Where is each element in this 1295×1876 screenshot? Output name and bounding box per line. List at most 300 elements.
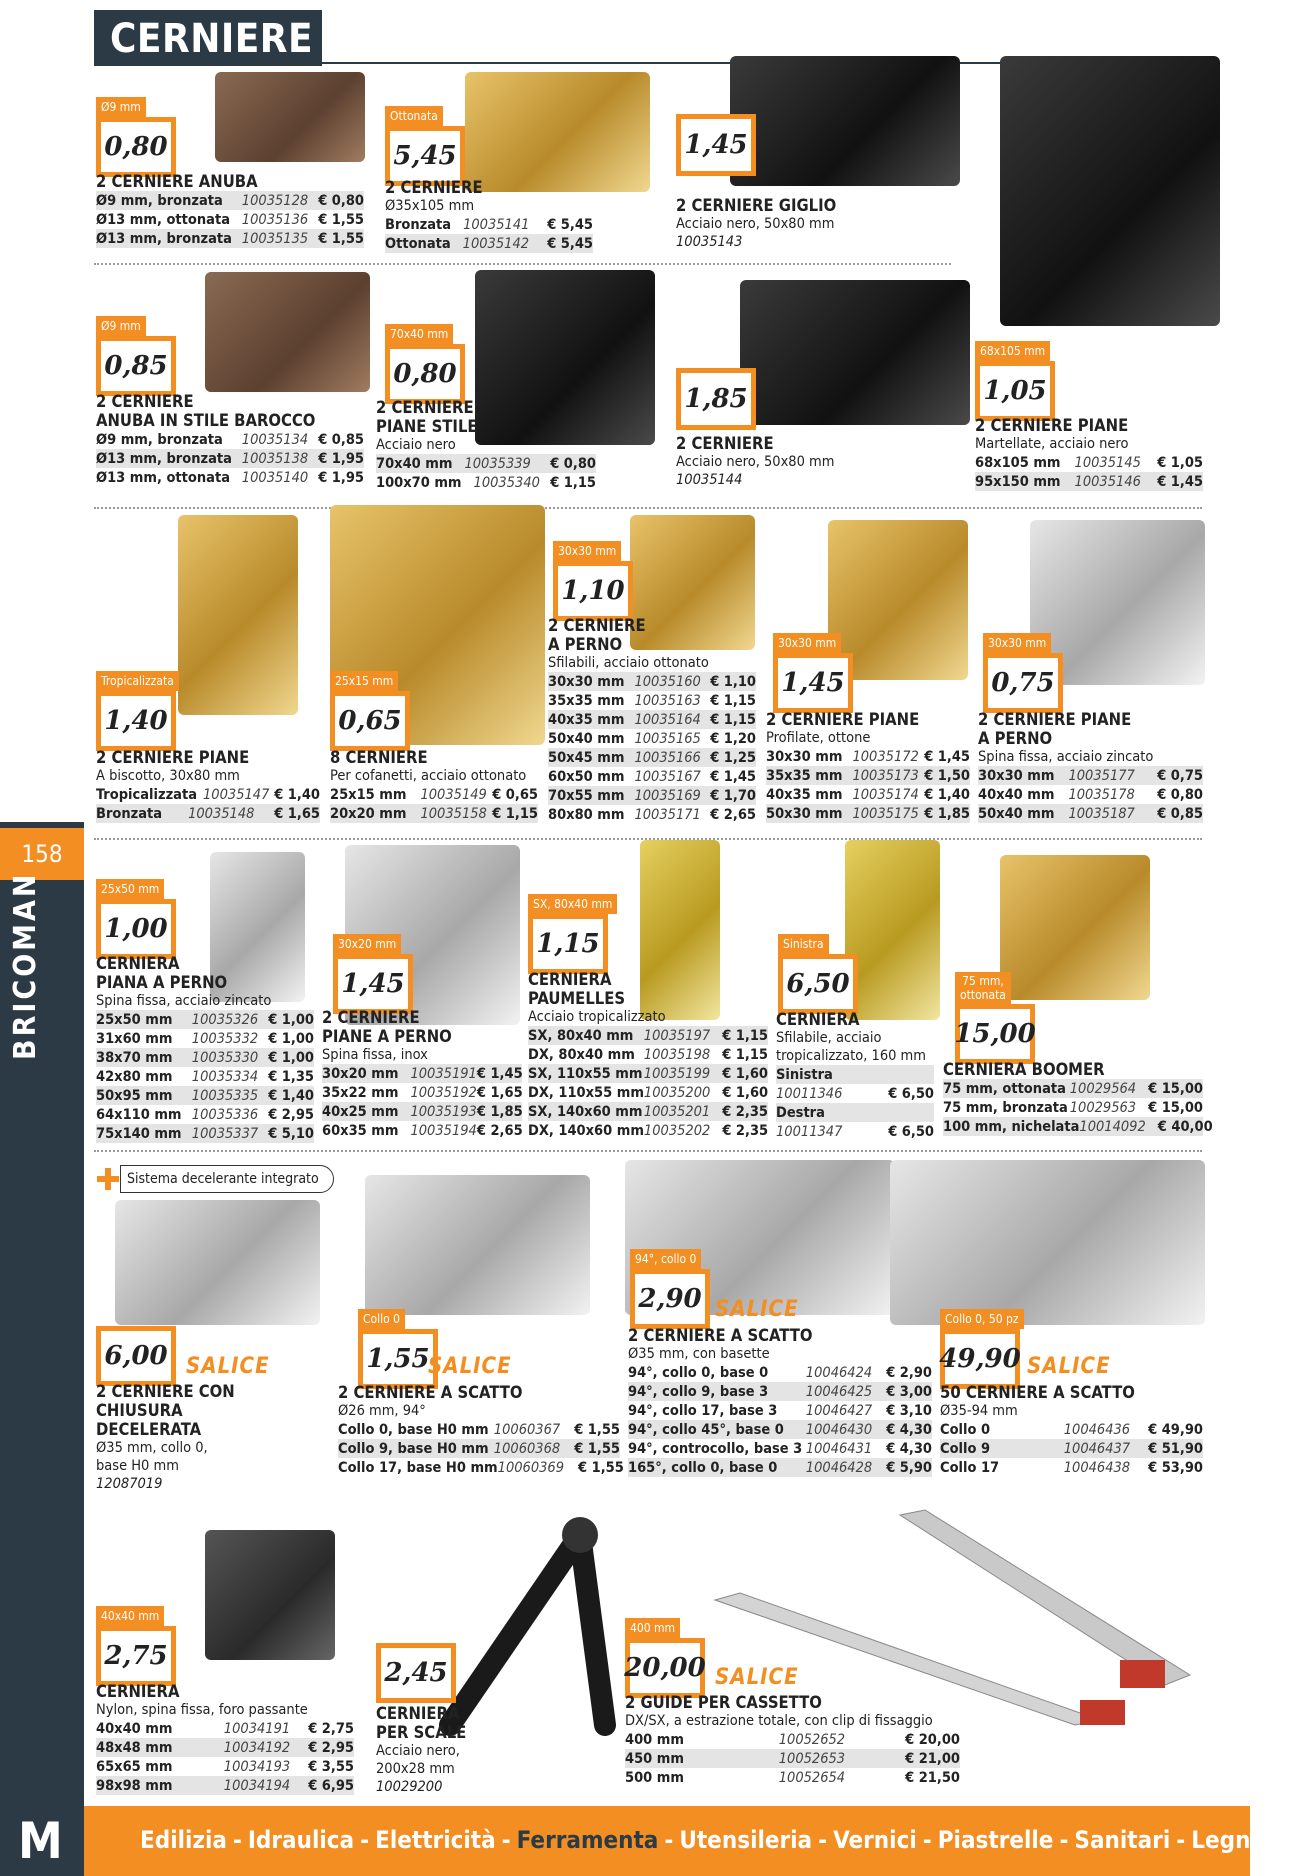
price-tag-label: Collo 0	[358, 1309, 405, 1329]
variant-price: € 0,65	[492, 786, 538, 803]
variant-name: 50x40 mm	[978, 805, 1055, 822]
variant-name: Destra	[776, 1104, 825, 1121]
variant-name: 100x70 mm	[376, 474, 462, 491]
variant-name: 40x35 mm	[766, 786, 843, 803]
category-link[interactable]: Sanitari	[1074, 1826, 1171, 1854]
variant-price: € 1,40	[268, 1087, 314, 1104]
price-badge	[630, 1248, 710, 1329]
product-code: 10034192	[223, 1739, 291, 1756]
product-desc: Martellate, acciaio nero	[975, 436, 1129, 452]
product-desc: Ø35 mm, collo 0,	[96, 1440, 208, 1456]
price-value: 1,10	[558, 566, 628, 616]
product-code: 10035193	[410, 1103, 477, 1120]
product-desc: Ø26 mm, 94°	[338, 1403, 426, 1419]
variant-price: € 2,65	[476, 1122, 523, 1139]
brand-logo: BRICOMAN	[8, 871, 43, 1060]
variant-name: Collo 9, base H0 mm	[338, 1440, 489, 1457]
variant-price: € 3,55	[308, 1758, 354, 1775]
product-title: 2 CERNIERE	[376, 398, 474, 417]
product-code: 10035199	[643, 1065, 711, 1082]
product-image-piane-martellate	[1000, 56, 1220, 326]
product-desc: Acciaio nero	[376, 437, 456, 453]
product-cerniere	[385, 178, 593, 253]
product-code: 10035148	[188, 805, 255, 822]
product-title: CERNIERA	[96, 954, 180, 973]
variant-name: 94°, collo 0, base 0	[628, 1364, 769, 1381]
page-title: CERNIERE	[110, 16, 314, 62]
product-code: 10035144	[676, 472, 743, 488]
variant-price: € 1,55	[578, 1459, 624, 1476]
product-code: 10035191	[410, 1065, 477, 1082]
product-code: 10035163	[634, 692, 701, 709]
product-inox	[322, 1008, 522, 1140]
feature-tag: Sistema decelerante integrato	[120, 1165, 334, 1193]
product-otto-cerniere	[330, 748, 538, 823]
variant-price: € 1,65	[274, 805, 320, 822]
product-image-cerniere-nero	[740, 280, 970, 425]
variant-name: 98x98 mm	[96, 1777, 173, 1794]
product-desc: Spina fissa, inox	[322, 1047, 428, 1063]
price-badge	[376, 1643, 456, 1703]
variant-price: € 4,30	[886, 1421, 932, 1438]
product-piane-biscotto	[96, 748, 320, 823]
product-scatto-26	[338, 1383, 624, 1477]
variant-name: 165°, collo 0, base 0	[628, 1459, 778, 1476]
product-code: 10035332	[191, 1030, 259, 1047]
variant-price: € 1,00	[268, 1049, 314, 1066]
variant-name: 94°, collo 45°, base 0	[628, 1421, 784, 1438]
variant-price: € 6,50	[888, 1123, 934, 1140]
salice-logo: SALICE	[428, 1354, 512, 1379]
product-code: 10035146	[1074, 473, 1141, 490]
variant-price: € 1,55	[574, 1421, 620, 1438]
variant-price: € 40,00	[1157, 1118, 1213, 1135]
category-nav: Edilizia - Idraulica - Elettricità - Ferramenta - Utensileria - Vernici - Piastrelle - Sanitari - Legnami	[140, 1826, 1295, 1854]
product-title: CERNIERA	[776, 1010, 860, 1029]
product-code: 10029563	[1069, 1099, 1137, 1116]
price-badge	[676, 114, 756, 176]
product-desc: Nylon, spina fissa, foro passante	[96, 1702, 308, 1718]
variant-price: € 1,45	[1157, 473, 1203, 490]
price-badge	[330, 670, 410, 751]
product-desc: A biscotto, 30x80 mm	[96, 768, 240, 784]
product-title: 2 CERNIERE	[96, 392, 194, 411]
product-code: 10035336	[191, 1106, 259, 1123]
product-code: 10035335	[191, 1087, 259, 1104]
variant-name: Bronzata	[96, 805, 163, 822]
product-piane-stile	[376, 398, 596, 492]
product-code: 10035158	[420, 805, 487, 822]
variant-name: Collo 17	[940, 1459, 1000, 1476]
variant-price: € 2,95	[268, 1106, 314, 1123]
variant-price: € 1,45	[924, 748, 970, 765]
product-desc: Ø35-94 mm	[940, 1403, 1018, 1419]
row-separator	[94, 1150, 1202, 1152]
product-code: 10035166	[634, 749, 701, 766]
price-tag-label: 30x30 mm	[553, 541, 621, 561]
variant-name: SX, 140x60 mm	[528, 1103, 643, 1120]
product-piana-a-perno	[96, 954, 314, 1143]
variant-name: 100 mm, nichelata	[943, 1118, 1080, 1135]
variant-name: 40x40 mm	[978, 786, 1055, 803]
product-code: 10029564	[1069, 1080, 1137, 1097]
product-code: 10034194	[223, 1777, 291, 1794]
variant-price: € 1,55	[574, 1440, 620, 1457]
variant-name: 94°, collo 17, base 3	[628, 1402, 778, 1419]
product-scatto-50	[940, 1383, 1203, 1477]
variant-name: Ø13 mm, bronzata	[96, 230, 232, 247]
variant-price: € 1,55	[318, 230, 364, 247]
variant-name: Ø13 mm, ottonata	[96, 211, 230, 228]
product-code: 10035173	[852, 767, 919, 784]
variant-price: € 0,85	[1157, 805, 1203, 822]
variant-name: 35x35 mm	[548, 692, 625, 709]
product-title: ANUBA IN STILE BAROCCO	[96, 411, 316, 430]
category-link[interactable]: Piastrelle	[937, 1826, 1054, 1854]
product-piane-profilate	[766, 710, 970, 823]
product-desc: base H0 mm	[96, 1458, 179, 1474]
variant-name: 20x20 mm	[330, 805, 407, 822]
variant-name: Ø9 mm, bronzata	[96, 192, 223, 209]
variant-name: 60x50 mm	[548, 768, 625, 785]
product-code: 10052654	[778, 1769, 846, 1786]
product-code: 10011347	[776, 1123, 843, 1140]
variant-name: 500 mm	[625, 1769, 684, 1786]
price-value: 1,40	[101, 696, 171, 746]
product-title: A PERNO	[548, 635, 623, 654]
price-value: 0,80	[101, 122, 171, 172]
price-badge	[625, 1617, 705, 1698]
variant-price: € 1,70	[710, 787, 756, 804]
variant-name: 38x70 mm	[96, 1049, 173, 1066]
variant-price: € 1,50	[924, 767, 970, 784]
price-tag-label: Ottonata	[385, 106, 443, 126]
product-image-chiusura	[115, 1200, 320, 1325]
product-guide	[625, 1693, 960, 1787]
variant-price: € 21,50	[905, 1769, 960, 1786]
category-link[interactable]: Vernici	[833, 1826, 917, 1854]
product-desc: Sfilabile, acciaio	[776, 1030, 882, 1046]
product-title: CERNIERA	[96, 1682, 180, 1701]
product-title: 2 CERNIERE A SCATTO	[628, 1326, 813, 1345]
product-desc: DX/SX, a estrazione totale, con clip di fissaggio	[625, 1713, 933, 1729]
product-piane-martellate	[975, 416, 1203, 491]
variant-name: Ø13 mm, bronzata	[96, 450, 232, 467]
variant-name: 25x50 mm	[96, 1011, 173, 1028]
variant-name: 68x105 mm	[975, 454, 1061, 471]
product-image-guide	[700, 1505, 1220, 1725]
product-title: 2 CERNIERE	[322, 1008, 420, 1027]
variant-price: € 1,95	[318, 469, 364, 486]
price-badge	[940, 1308, 1024, 1389]
variant-price: € 1,15	[722, 1027, 768, 1044]
product-image-barocco	[205, 272, 370, 392]
variant-price: € 1,95	[318, 450, 364, 467]
product-title: PER SCALE	[376, 1723, 467, 1742]
price-value: 2,45	[381, 1648, 451, 1698]
price-tag-label: 400 mm	[625, 1618, 680, 1638]
category-link[interactable]: Utensileria	[679, 1826, 813, 1854]
product-code: 10060367	[493, 1421, 561, 1438]
price-badge	[96, 670, 179, 751]
product-code: 10035194	[410, 1122, 477, 1139]
variant-name: 30x30 mm	[548, 673, 625, 690]
price-value: 1,00	[101, 904, 171, 954]
variant-price: € 1,35	[268, 1068, 314, 1085]
m-logo-text: M	[18, 1812, 63, 1870]
product-code: 10035147	[203, 786, 270, 803]
variant-price: € 51,90	[1148, 1440, 1203, 1457]
product-code: 10014092	[1079, 1118, 1146, 1135]
product-boomer	[943, 1060, 1213, 1136]
product-code: 10035200	[643, 1084, 711, 1101]
product-image-anuba	[215, 72, 365, 162]
product-image-scatto-26	[365, 1175, 590, 1315]
price-tag-label: SX, 80x40 mm	[528, 894, 617, 914]
row-separator	[94, 507, 1202, 509]
variant-price: € 1,45	[710, 768, 756, 785]
price-badge	[333, 933, 413, 1014]
product-code: 10035334	[191, 1068, 259, 1085]
variant-name: Collo 17, base H0 mm	[338, 1459, 498, 1476]
row-separator	[94, 263, 951, 265]
product-code: 10052652	[778, 1731, 846, 1748]
variant-price: € 1,85	[924, 805, 970, 822]
price-value: 1,15	[533, 919, 603, 969]
product-title: DECELERATA	[96, 1420, 202, 1439]
product-desc: tropicalizzato, 160 mm	[776, 1048, 926, 1064]
variant-price: € 1,65	[476, 1084, 523, 1101]
variant-price: € 1,15	[710, 692, 756, 709]
variant-price: € 2,75	[308, 1720, 354, 1737]
product-code: 10035149	[420, 786, 487, 803]
price-value: 0,85	[101, 341, 171, 391]
salice-logo: SALICE	[186, 1354, 270, 1379]
product-desc: Per cofanetti, acciaio ottonato	[330, 768, 527, 784]
variant-price: € 2,90	[886, 1364, 932, 1381]
variant-name: 30x30 mm	[766, 748, 843, 765]
product-title: 2 CERNIERE PIANE	[978, 710, 1132, 729]
product-title: PIANE A PERNO	[322, 1027, 452, 1046]
product-code: 10035167	[634, 768, 701, 785]
variant-price: € 5,90	[886, 1459, 932, 1476]
price-badge	[96, 1326, 176, 1386]
variant-price: € 3,00	[886, 1383, 932, 1400]
variant-price: € 1,55	[318, 211, 364, 228]
variant-price: € 53,90	[1148, 1459, 1203, 1476]
variant-name: 25x15 mm	[330, 786, 407, 803]
price-tag-label: Ø9 mm	[96, 97, 146, 117]
variant-name: Ø9 mm, bronzata	[96, 431, 223, 448]
product-code: 10035337	[191, 1125, 259, 1142]
variant-price: € 1,25	[710, 749, 756, 766]
price-value: 49,90	[945, 1334, 1015, 1384]
product-title: 2 GUIDE PER CASSETTO	[625, 1693, 822, 1712]
product-desc: Acciaio nero,	[376, 1743, 460, 1759]
product-giglio	[676, 196, 876, 251]
category-link[interactable]: Edilizia	[140, 1826, 227, 1854]
variant-name: Collo 0, base H0 mm	[338, 1421, 489, 1438]
product-desc: Ø35x105 mm	[385, 198, 475, 214]
product-title: CERNIERA	[376, 1704, 460, 1723]
category-link[interactable]: Legnami	[1191, 1826, 1295, 1854]
product-code: 10035339	[464, 455, 531, 472]
variant-price: € 1,10	[710, 673, 756, 690]
variant-name: Tropicalizzata	[96, 786, 197, 803]
product-anuba	[96, 172, 364, 248]
variant-name: 42x80 mm	[96, 1068, 173, 1085]
price-value: 6,00	[101, 1331, 171, 1381]
product-title: PAUMELLES	[528, 989, 626, 1008]
product-title: 2 CERNIERE PIANE	[766, 710, 920, 729]
variant-name: DX, 110x55 mm	[528, 1084, 644, 1101]
variant-name: Sinistra	[776, 1066, 833, 1083]
variant-name: 50x95 mm	[96, 1087, 173, 1104]
product-code: 10046438	[1063, 1459, 1131, 1476]
variant-name: 40x40 mm	[96, 1720, 173, 1737]
variant-name: 94°, controcollo, base 3	[628, 1440, 803, 1457]
product-title: 50 CERNIERE A SCATTO	[940, 1383, 1135, 1402]
variant-name: 60x35 mm	[322, 1122, 399, 1139]
variant-name: 70x40 mm	[376, 455, 453, 472]
price-badge	[955, 972, 1035, 1064]
product-code: 10035171	[634, 806, 701, 823]
price-value: 0,75	[988, 658, 1058, 708]
product-code: 10035169	[634, 787, 701, 804]
price-tag-label: 70x40 mm	[385, 324, 453, 344]
product-desc: Sfilabili, acciaio ottonato	[548, 655, 709, 671]
price-value: 1,55	[363, 1334, 433, 1384]
price-tag-label: 25x15 mm	[330, 671, 398, 691]
product-code: 10035178	[1068, 786, 1135, 803]
product-code: 10035143	[676, 234, 743, 250]
price-value: 1,45	[778, 658, 848, 708]
product-code: 10035128	[241, 192, 309, 209]
product-desc: Ø35 mm, con basette	[628, 1346, 770, 1362]
variant-price: € 0,80	[1157, 786, 1203, 803]
variant-name: 40x35 mm	[548, 711, 625, 728]
variant-price: € 1,40	[924, 786, 970, 803]
product-title: 2 CERNIERE ANUBA	[96, 172, 258, 191]
category-link-active[interactable]: Ferramenta	[516, 1826, 659, 1854]
product-code: 10035160	[634, 673, 701, 690]
product-title: PIANA A PERNO	[96, 973, 228, 992]
product-sfilabile	[776, 1010, 934, 1141]
price-value: 2,90	[635, 1274, 705, 1324]
product-title: 2 CERNIERE PIANE	[96, 748, 250, 767]
variant-price: € 15,00	[1148, 1099, 1203, 1116]
price-tag-label: 30x30 mm	[983, 633, 1051, 653]
price-tag-label: 25x50 mm	[96, 879, 164, 899]
variant-price: € 0,80	[550, 455, 596, 472]
variant-name: 95x150 mm	[975, 473, 1061, 490]
product-code: 10046437	[1063, 1440, 1131, 1457]
variant-price: € 0,75	[1157, 767, 1203, 784]
product-title: 2 CERNIERE	[385, 178, 483, 197]
product-code: 10034193	[223, 1758, 291, 1775]
product-nylon	[96, 1682, 354, 1795]
variant-price: € 2,65	[710, 806, 756, 823]
price-tag-label: Collo 0, 50 pz	[940, 1309, 1024, 1329]
salice-logo: SALICE	[1027, 1354, 1111, 1379]
product-code: 10035197	[643, 1027, 711, 1044]
variant-name: 35x22 mm	[322, 1084, 399, 1101]
page-header	[94, 10, 322, 66]
product-image-nylon	[205, 1530, 335, 1660]
product-title: 2 CERNIERE	[548, 616, 646, 635]
page-number: 158	[0, 828, 84, 880]
price-badge	[975, 340, 1055, 421]
variant-price: € 20,00	[905, 1731, 960, 1748]
product-piane-a-perno	[978, 710, 1203, 823]
product-code: 10035330	[191, 1049, 259, 1066]
variant-name: Ottonata	[385, 235, 451, 252]
price-tag-label: 30x20 mm	[333, 934, 401, 954]
variant-name: 75 mm, ottonata	[943, 1080, 1066, 1097]
variant-name: 50x40 mm	[548, 730, 625, 747]
variant-name: SX, 110x55 mm	[528, 1065, 643, 1082]
product-image-piane-biscotto	[178, 515, 298, 715]
variant-price: € 6,95	[308, 1777, 354, 1794]
variant-price: € 1,00	[268, 1011, 314, 1028]
price-badge	[96, 878, 176, 959]
variant-price: € 1,15	[550, 474, 596, 491]
variant-price: € 1,15	[710, 711, 756, 728]
variant-name: DX, 140x60 mm	[528, 1122, 644, 1139]
product-code: 10011346	[776, 1085, 843, 1102]
price-value: 1,85	[681, 373, 751, 425]
product-code: 10035192	[410, 1084, 477, 1101]
product-code: 10046431	[805, 1440, 873, 1457]
price-badge	[676, 368, 756, 430]
product-code: 10046428	[805, 1459, 873, 1476]
product-code: 10035164	[634, 711, 701, 728]
product-title: 2 CERNIERE CON CHIUSURA	[96, 1382, 235, 1420]
product-title: CERNIERA	[528, 970, 612, 989]
variant-price: € 49,90	[1148, 1421, 1203, 1438]
salice-logo: SALICE	[715, 1665, 799, 1690]
product-image-sfilabile	[845, 840, 940, 1020]
variant-name: 40x25 mm	[322, 1103, 399, 1120]
product-code: 10035175	[852, 805, 919, 822]
product-code: 10035174	[852, 786, 919, 803]
variant-price: € 1,15	[492, 805, 538, 822]
variant-price: € 0,85	[318, 431, 364, 448]
category-link[interactable]: Elettricità	[375, 1826, 496, 1854]
product-desc: Acciaio nero, 50x80 mm	[676, 454, 835, 470]
product-barocco	[96, 392, 364, 487]
variant-price: € 5,45	[547, 216, 593, 233]
category-link[interactable]: Idraulica	[247, 1826, 355, 1854]
product-code: 10046430	[805, 1421, 873, 1438]
variant-name: 75x140 mm	[96, 1125, 182, 1142]
variant-name: 65x65 mm	[96, 1758, 173, 1775]
product-desc: Acciaio nero, 50x80 mm	[676, 216, 835, 232]
product-desc: Acciaio tropicalizzato	[528, 1009, 666, 1025]
price-value: 1,05	[980, 366, 1050, 416]
variant-price: € 1,05	[1157, 454, 1203, 471]
product-code: 10035326	[191, 1011, 259, 1028]
variant-price: € 1,45	[476, 1065, 523, 1082]
product-code: 10060368	[493, 1440, 561, 1457]
variant-price: € 2,35	[722, 1122, 769, 1139]
product-title: A PERNO	[978, 729, 1053, 748]
product-code: 10029200	[376, 1779, 443, 1795]
variant-name: 50x30 mm	[766, 805, 843, 822]
price-badge	[528, 893, 617, 974]
product-code: 10035202	[643, 1122, 711, 1139]
plus-icon	[97, 1168, 119, 1190]
